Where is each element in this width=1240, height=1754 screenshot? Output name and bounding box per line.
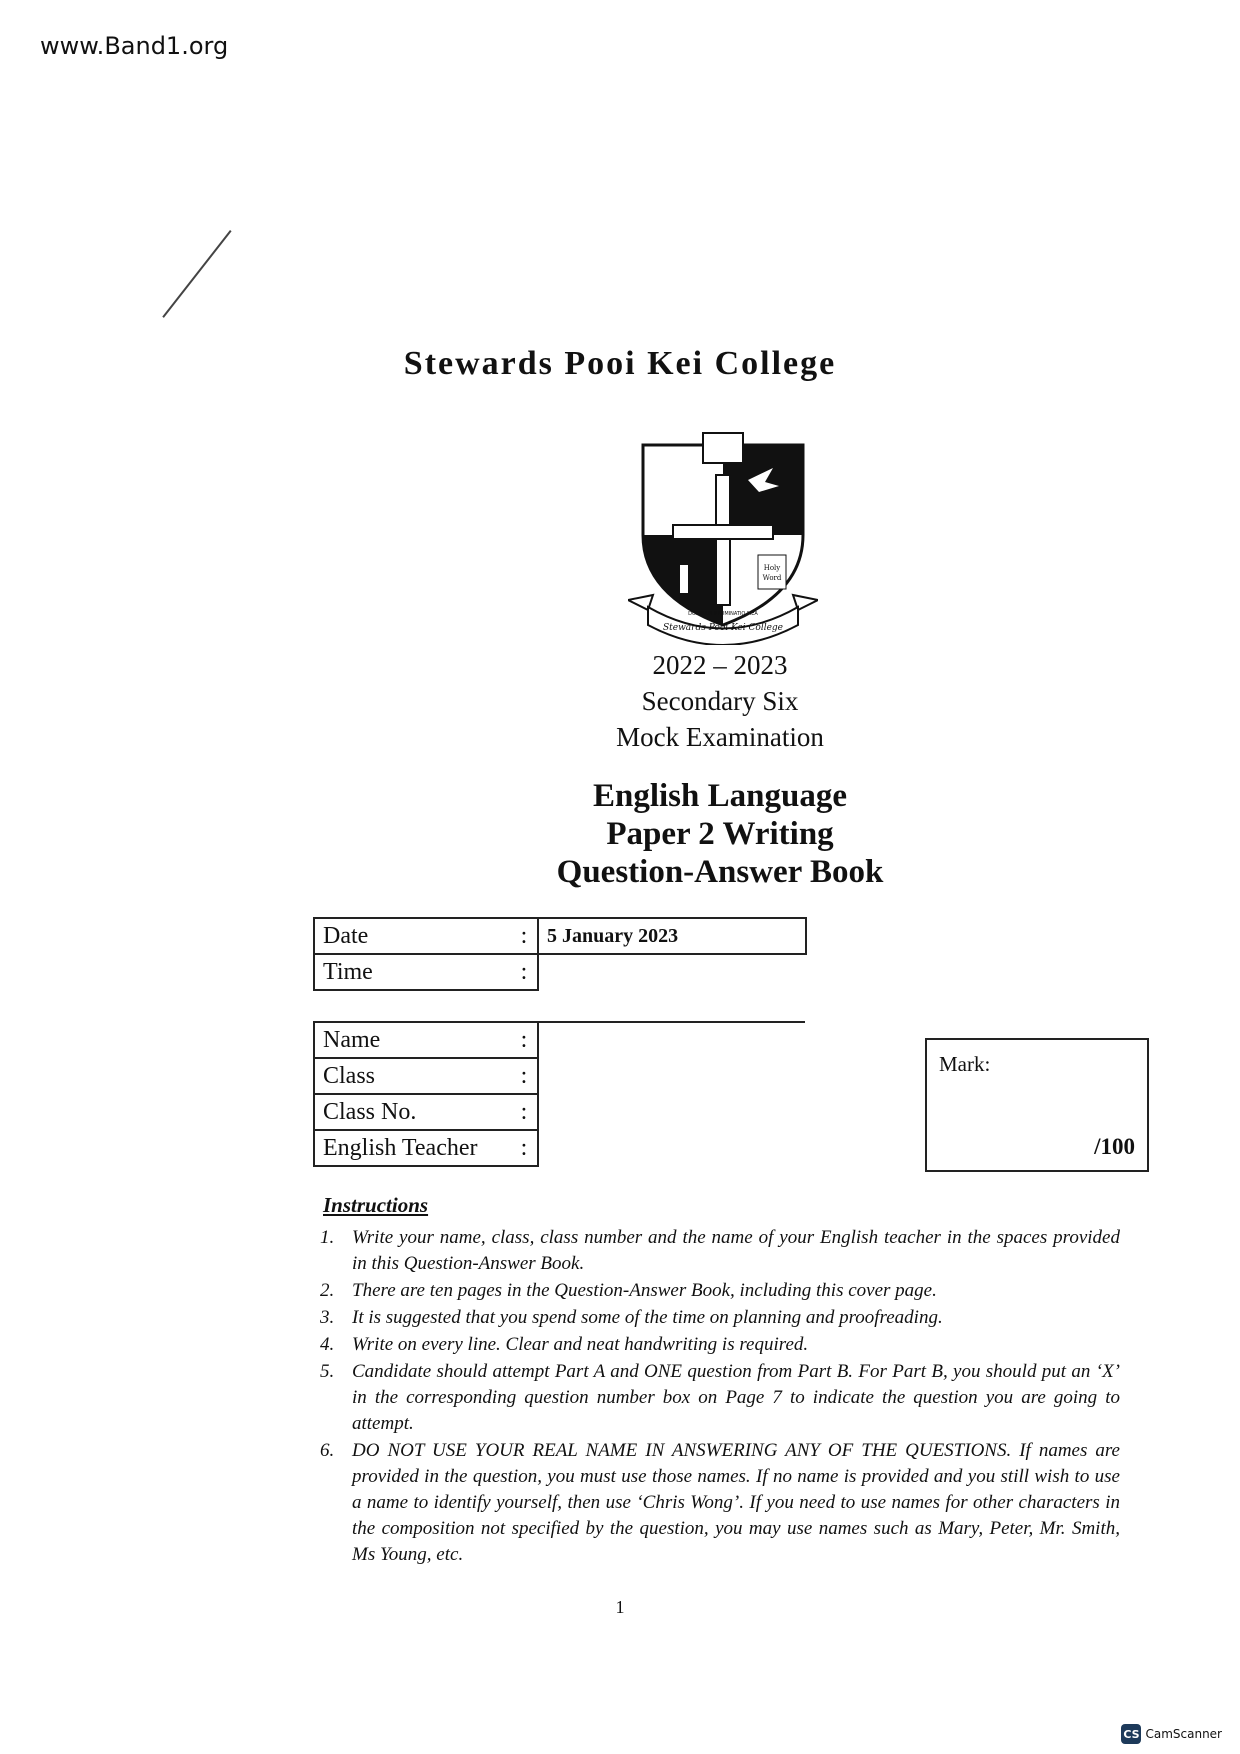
instruction-number: 5. (320, 1361, 335, 1382)
instruction-text: There are ten pages in the Question-Answer Book, including this cover page. (352, 1280, 937, 1301)
instruction-number: 1. (320, 1227, 335, 1248)
class-field[interactable] (538, 1058, 805, 1094)
mark-label: Mark: (939, 1052, 991, 1076)
pen-stroke (162, 230, 231, 318)
academic-year: 2022 – 2023 (652, 650, 788, 680)
instruction-item (320, 1359, 1120, 1437)
colon: : (511, 1022, 538, 1058)
college-name: Stewards Pooi Kei College (403, 345, 837, 382)
instruction-item (320, 1305, 1120, 1331)
instruction-number: 4. (320, 1334, 335, 1355)
mark-box (925, 1038, 1149, 1172)
instruction-item (320, 1438, 1120, 1568)
book-title: Question-Answer Book (556, 854, 884, 890)
page-number: 1 (615, 1597, 625, 1617)
exam-name: Mock Examination (616, 722, 824, 752)
crest-banner: Stewards Pooi Kei College (662, 623, 784, 633)
instruction-text: Write on every line. Clear and neat handwriting is required. (352, 1334, 809, 1355)
colon: : (511, 1094, 538, 1130)
colon: : (511, 954, 538, 990)
svg-text:Holy: Holy (763, 564, 781, 572)
candidate-table (313, 1021, 805, 1167)
instruction-item (320, 1278, 1120, 1304)
instruction-text: DO NOT USE YOUR REAL NAME IN ANSWERING ANY OF THE QUESTIONS. If names are provided in the question, you must use those names. If no name is provided and you still wish to use a name to identify yourself, then use ‘Chris Wong’. If you need to use names for other characters in the composition not specified by the question, you may use names such as Mary, Peter, Mr. Smith, Ms Young, etc. (352, 1440, 1120, 1565)
class-no-label: Class No. (314, 1094, 511, 1130)
time-label: Time (314, 954, 511, 990)
teacher-field[interactable] (538, 1130, 805, 1166)
mark-total: /100 (1094, 1134, 1135, 1159)
colon: : (511, 1058, 538, 1094)
svg-text:Word: Word (762, 574, 782, 582)
class-label: Class (314, 1058, 511, 1094)
website-watermark: www.Band1.org (40, 32, 229, 60)
colon: : (511, 918, 538, 954)
college-crest (628, 425, 818, 645)
camscanner-badge (1121, 1724, 1222, 1744)
instruction-number: 6. (320, 1440, 335, 1461)
instruction-number: 2. (320, 1280, 335, 1301)
camscanner-icon: CS (1121, 1724, 1141, 1744)
teacher-label: English Teacher (314, 1130, 511, 1166)
colon: : (511, 1130, 538, 1166)
time-value[interactable] (538, 954, 806, 990)
instruction-item (320, 1332, 1120, 1358)
date-label: Date (314, 918, 511, 954)
instructions-title: Instructions (323, 1193, 429, 1217)
instruction-text: Write your name, class, class number and the name of your English teacher in the spaces provided in this Question-Answer Book. (352, 1227, 1120, 1274)
instruction-text: Candidate should attempt Part A and ONE question from Part B. For Part B, you should put an ‘X’ in the corresponding question number box on Page 7 to indicate the question you are going to attempt. (352, 1361, 1120, 1434)
date-value: 5 January 2023 (538, 918, 806, 954)
schedule-table (313, 917, 807, 991)
crest-motto: DOMINUS ILLUMINATIO MEA (688, 611, 758, 617)
level: Secondary Six (641, 686, 799, 716)
instruction-number: 3. (320, 1307, 335, 1328)
paper: Paper 2 Writing (606, 816, 834, 852)
subject: English Language (592, 778, 847, 814)
instructions-list (320, 1225, 1120, 1569)
instruction-text: It is suggested that you spend some of the time on planning and proofreading. (352, 1307, 943, 1328)
name-field[interactable] (538, 1022, 805, 1058)
camscanner-label: CamScanner (1145, 1727, 1222, 1741)
instruction-item (320, 1225, 1120, 1277)
class-no-field[interactable] (538, 1094, 805, 1130)
name-label: Name (314, 1022, 511, 1058)
